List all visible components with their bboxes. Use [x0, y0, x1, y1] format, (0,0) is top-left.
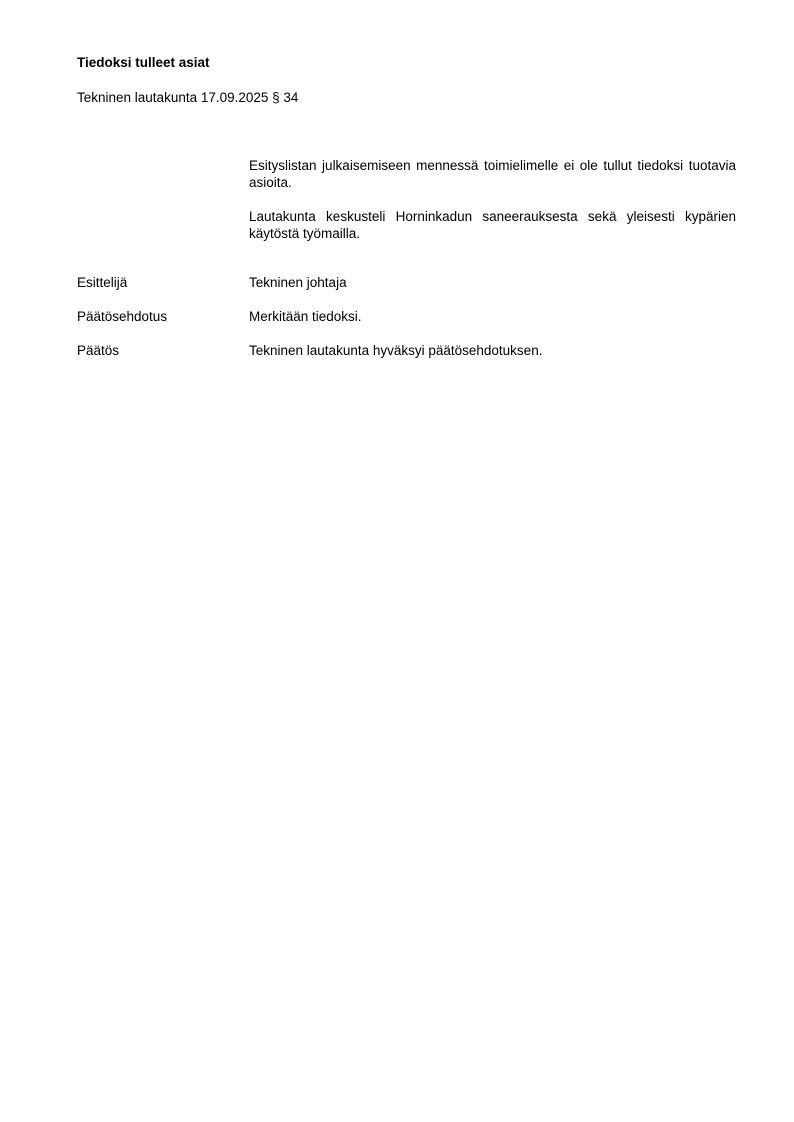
field-value-proposal: Merkitään tiedoksi.	[249, 309, 362, 324]
body-paragraph: Lautakunta keskusteli Horninkadun saneerauksesta sekä yleisesti kypärien käytöstä työmailla.	[249, 209, 736, 241]
page-title: Tiedoksi tulleet asiat	[77, 55, 210, 70]
field-label-presenter: Esittelijä	[77, 275, 128, 290]
field-label-proposal: Päätösehdotus	[77, 309, 168, 324]
meeting-reference: Tekninen lautakunta 17.09.2025 § 34	[77, 90, 299, 105]
field-value-presenter: Tekninen johtaja	[249, 275, 347, 290]
field-label-decision: Päätös	[77, 343, 120, 358]
field-value-decision: Tekninen lautakunta hyväksyi päätösehdotuksen.	[249, 343, 543, 358]
body-paragraph: Esityslistan julkaisemiseen mennessä toimielimelle ei ole tullut tiedoksi tuotavia asioita.	[249, 158, 736, 190]
